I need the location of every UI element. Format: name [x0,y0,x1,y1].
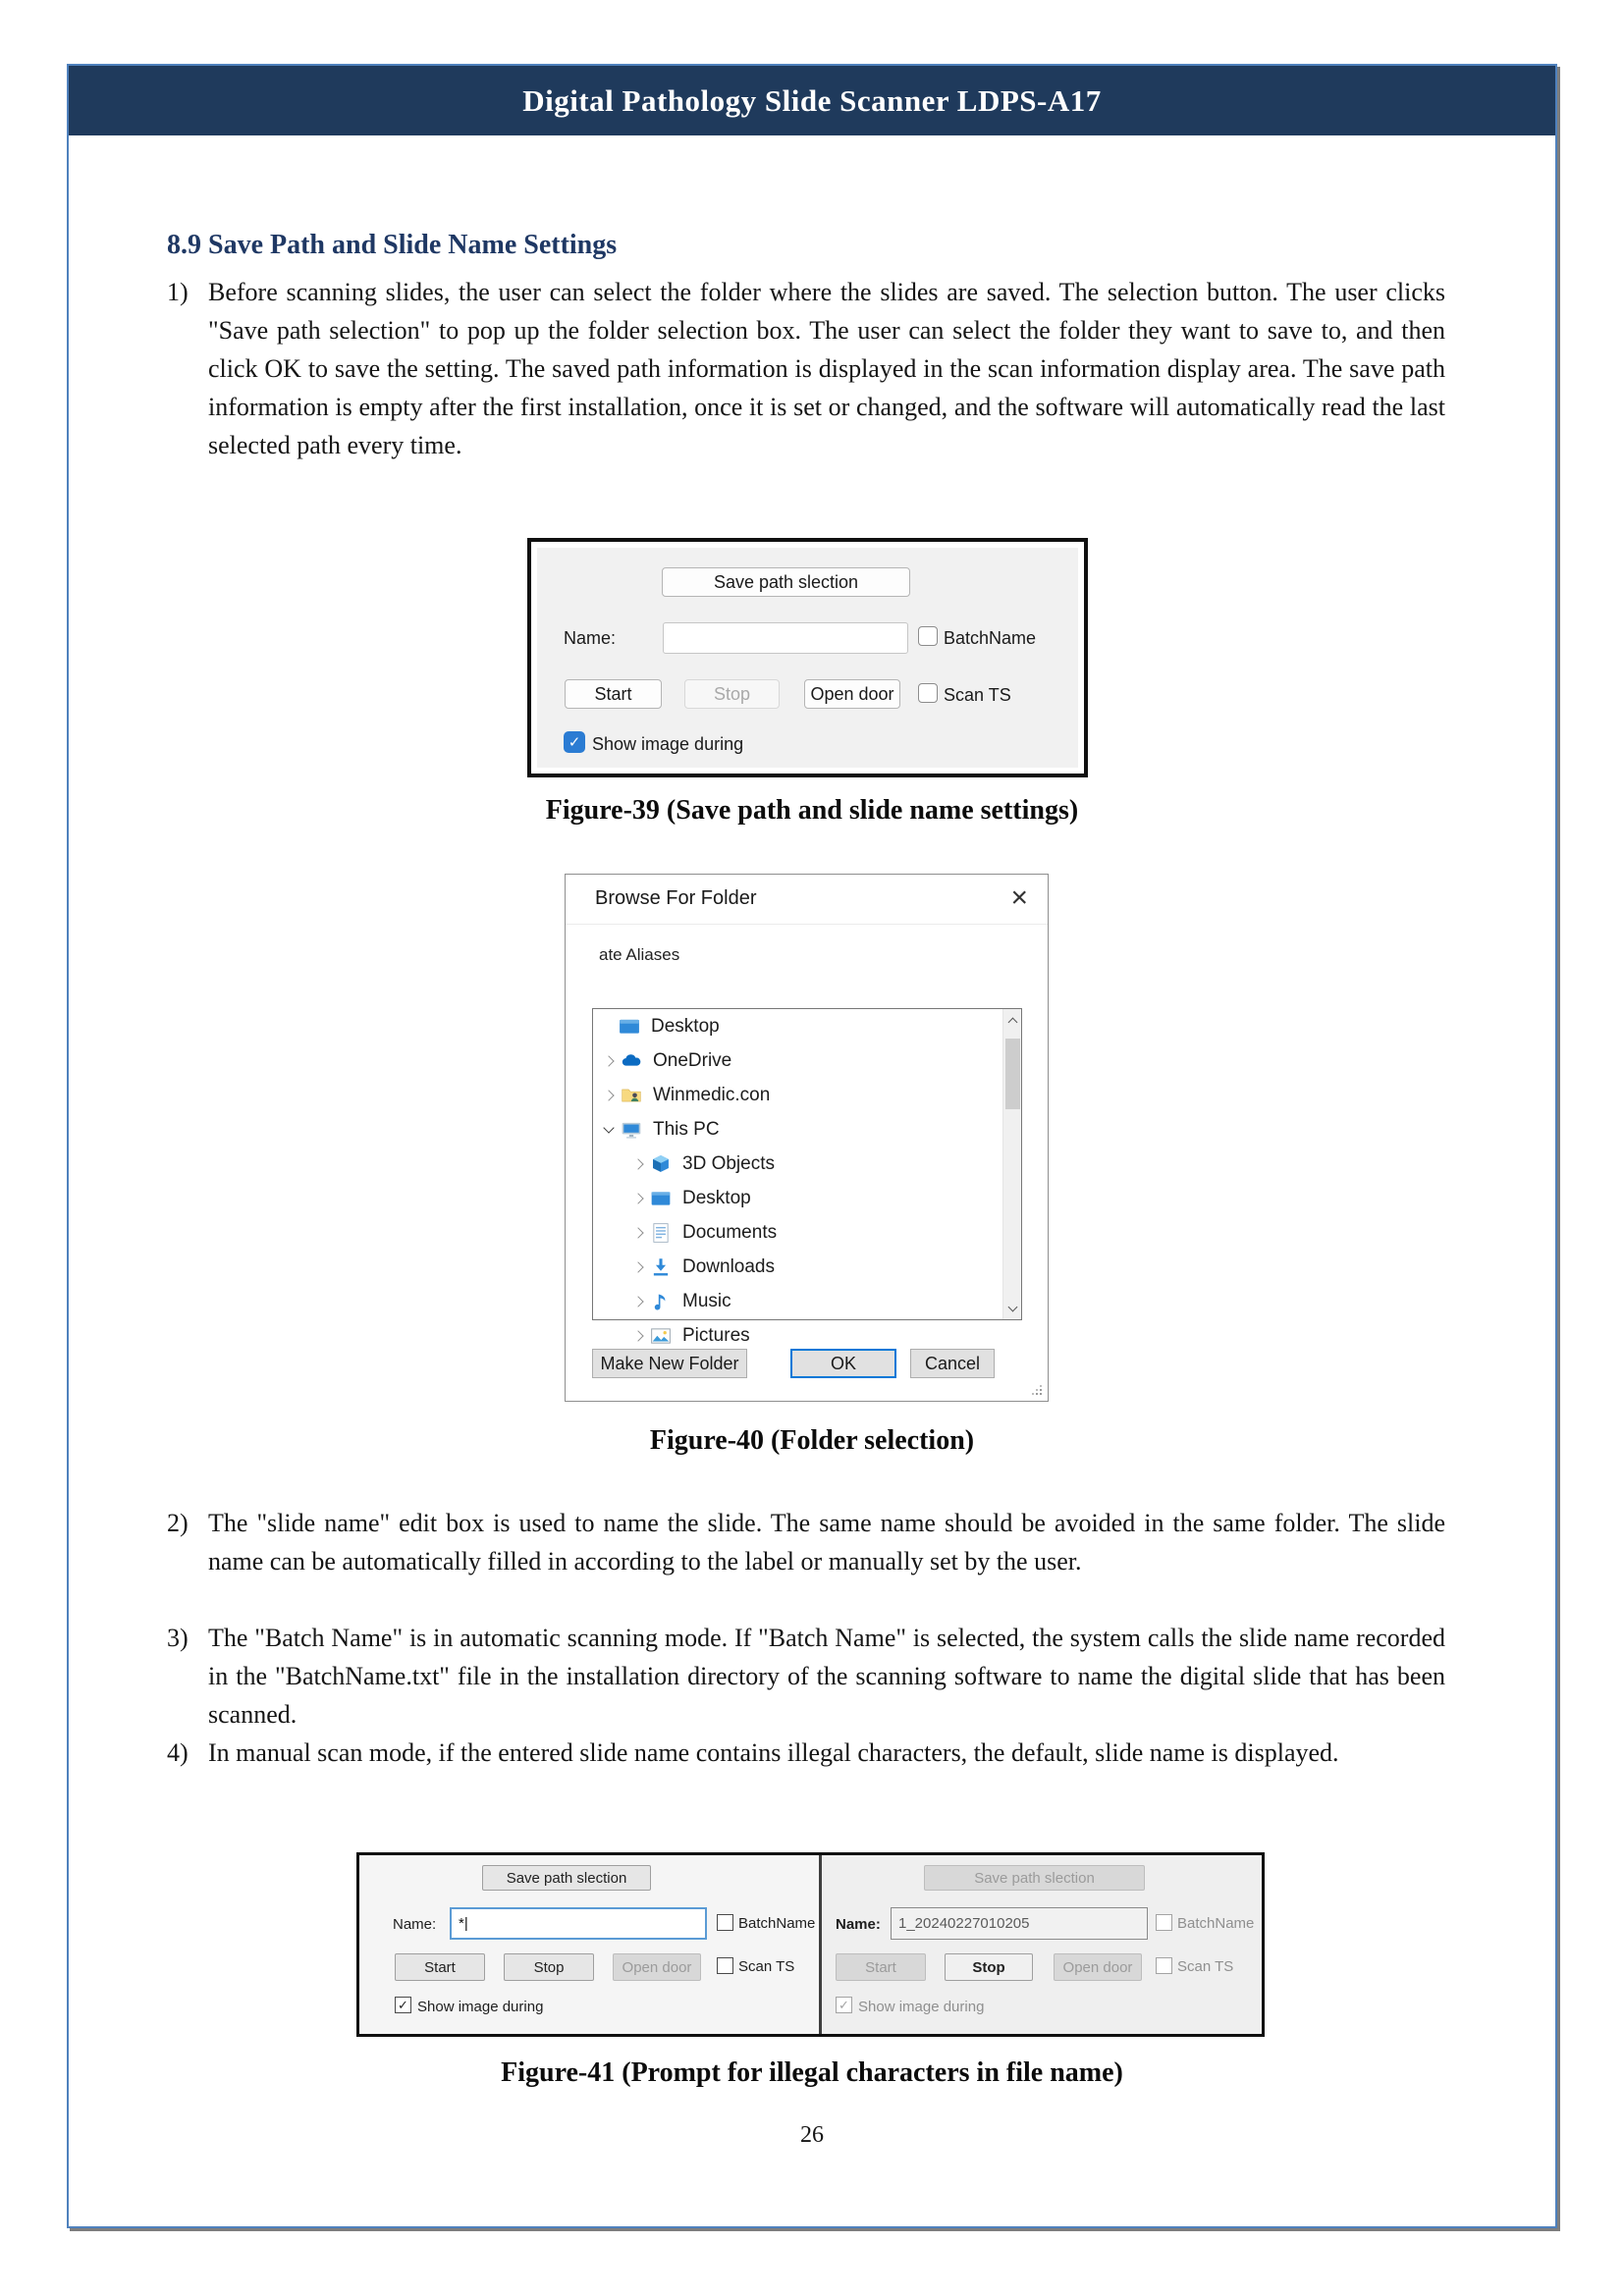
scroll-down-icon[interactable] [1003,1300,1021,1317]
figure-39-screenshot [527,538,1088,777]
slide-name-input[interactable]: 1_20240227010205 [891,1907,1148,1940]
chevron-right-icon[interactable] [630,1195,646,1202]
show-image-checkbox[interactable] [836,1997,852,2013]
stop-button[interactable]: Stop [684,679,780,709]
tree-item-label: OneDrive [653,1049,732,1071]
tree-item[interactable] [593,1147,1021,1181]
tree-item[interactable] [593,1043,1021,1078]
paragraph-4 [167,1734,1445,1772]
slide-name-input[interactable]: *| [450,1907,707,1940]
ok-button[interactable]: OK [790,1349,896,1378]
chevron-right-icon[interactable] [630,1160,646,1168]
tree-scrollbar[interactable] [1002,1009,1021,1319]
stop-button[interactable]: Stop [504,1953,594,1981]
tree-item[interactable] [593,1078,1021,1112]
manual-scan-panel [359,1855,819,2034]
chevron-down-icon[interactable] [601,1127,617,1132]
paragraph-text: In manual scan mode, if the entered slide name contains illegal characters, the default, slide name is displayed. [208,1738,1339,1767]
this-pc-icon [621,1119,644,1141]
name-label: Name: [564,628,617,648]
tree-item-label: Downloads [682,1255,775,1277]
open-door-button[interactable]: Open door [1054,1953,1142,1981]
tree-item-label: 3D Objects [682,1152,775,1174]
paragraph-1 [167,273,1445,464]
resize-grip-icon[interactable] [1030,1383,1042,1395]
batchname-label: BatchName [738,1915,816,1932]
start-button[interactable]: Start [565,679,662,709]
tree-item-label: Documents [682,1221,778,1243]
scrollbar-thumb[interactable] [1005,1039,1020,1109]
chevron-right-icon[interactable] [630,1332,646,1340]
section-heading: 8.9 Save Path and Slide Name Settings [167,230,618,260]
show-image-label: Show image during [592,734,744,754]
music-icon [650,1291,674,1312]
tree-item[interactable] [593,1112,1021,1147]
page-title: Digital Pathology Slide Scanner LDPS-A17 [522,82,1102,118]
3d-objects-icon [650,1153,674,1175]
batchname-label: BatchName [1177,1915,1255,1932]
open-door-button[interactable]: Open door [804,679,900,709]
batchname-label: BatchName [944,628,1037,648]
paragraph-text: The "slide name" edit box is used to name the slide. The same name should be avoided in the same folder. The slide name can be automatically filled in according to the label or manually set by the user. [208,1509,1445,1575]
tree-item[interactable] [593,1318,1021,1353]
documents-icon [650,1222,674,1244]
check-icon: ✓ [568,734,581,751]
scan-settings-panel [537,548,1078,768]
paragraph-2 [167,1504,1445,1580]
batchname-checkbox[interactable] [918,626,938,646]
tree-item-label: This PC [653,1118,720,1140]
chevron-right-icon[interactable] [630,1263,646,1271]
stop-button[interactable]: Stop [945,1953,1033,1981]
figure-41-caption: Figure-41 (Prompt for illegal characters in file name) [501,2057,1123,2088]
dialog-subtitle: ate Aliases [599,945,680,964]
chevron-right-icon[interactable] [630,1298,646,1306]
open-door-button[interactable]: Open door [613,1953,701,1981]
desktop-folder-icon [650,1188,674,1209]
chevron-right-icon[interactable] [630,1229,646,1237]
figure-39-caption: Figure-39 (Save path and slide name settings) [545,795,1079,826]
page-header-bar [69,66,1555,135]
save-path-selection-button[interactable]: Save path slection [662,567,910,597]
show-image-label: Show image during [858,1999,985,2015]
folder-tree-rows [593,1009,1021,1353]
tree-item-label: Music [682,1290,731,1311]
folder-tree [592,1008,1022,1346]
list-number: 2) [167,1509,189,1537]
tree-item[interactable] [593,1250,1021,1284]
scan-ts-checkbox[interactable] [1156,1957,1172,1974]
check-icon: ✓ [839,1997,849,2012]
figure-41-screenshot [356,1852,1265,2037]
auto-scan-panel [822,1855,1262,2034]
dialog-titlebar [566,875,1048,925]
chevron-right-icon[interactable] [601,1092,617,1099]
onedrive-icon [621,1050,644,1072]
slide-name-input[interactable] [663,622,908,654]
figure-40-caption: Figure-40 (Folder selection) [649,1425,975,1456]
page-number: 26 [800,2122,824,2148]
name-label: Name: [836,1916,881,1933]
user-folder-icon [621,1085,644,1106]
name-label: Name: [393,1916,437,1933]
batchname-checkbox[interactable] [1156,1914,1172,1931]
chevron-right-icon[interactable] [601,1057,617,1065]
tree-item[interactable] [593,1181,1021,1215]
desktop-icon [619,1016,642,1038]
show-image-label: Show image during [417,1999,544,2015]
tree-item[interactable] [593,1215,1021,1250]
paragraph-3 [167,1619,1445,1734]
scan-ts-label: Scan TS [738,1958,795,1975]
tree-item-label: Desktop [651,1015,720,1037]
paragraph-text: Before scanning slides, the user can select the folder where the slides are saved. The selection button. The user clicks "Save path selection" to pop up the folder selection box. The user can select the folder they want to save to, and then click OK to save the setting. The saved path information is displayed in the scan information display area. The save path information is empty after the first installation, once it is set or changed, and the software will automatically read the last selected path every time. [208,278,1445,459]
scan-ts-label: Scan TS [944,685,1011,705]
check-icon: ✓ [398,1997,408,2012]
show-image-checkbox[interactable] [395,1997,411,2013]
start-button[interactable]: Start [395,1953,485,1981]
pictures-icon [650,1325,674,1347]
save-path-selection-button[interactable]: Save path slection [924,1865,1145,1891]
scan-ts-checkbox[interactable] [717,1957,733,1974]
scan-ts-checkbox[interactable] [918,683,938,703]
browse-for-folder-dialog [565,874,1049,1402]
tree-item-label: Pictures [682,1324,750,1346]
start-button[interactable]: Start [836,1953,926,1981]
downloads-icon [650,1256,674,1278]
tree-item[interactable] [593,1009,1021,1043]
dialog-title: Browse For Folder [595,887,757,909]
save-path-selection-button[interactable]: Save path slection [482,1865,651,1891]
batchname-checkbox[interactable] [717,1914,733,1931]
list-number: 3) [167,1624,189,1652]
cancel-button[interactable]: Cancel [910,1349,995,1378]
list-number: 1) [167,278,189,306]
close-icon[interactable]: × [1010,881,1028,914]
make-new-folder-button[interactable]: Make New Folder [592,1349,747,1378]
tree-item-label: Winmedic.con [653,1084,771,1105]
paragraph-text: The "Batch Name" is in automatic scanning mode. If "Batch Name" is selected, the system calls the slide name recorded in the "BatchName.txt" file in the installation directory of the scanning software to name the digital slide that has been scanned. [208,1624,1445,1729]
scroll-up-icon[interactable] [1003,1011,1021,1029]
list-number: 4) [167,1738,189,1767]
scan-ts-label: Scan TS [1177,1958,1234,1975]
tree-item[interactable] [593,1284,1021,1318]
tree-item-label: Desktop [682,1187,751,1208]
show-image-checkbox[interactable] [564,731,585,753]
